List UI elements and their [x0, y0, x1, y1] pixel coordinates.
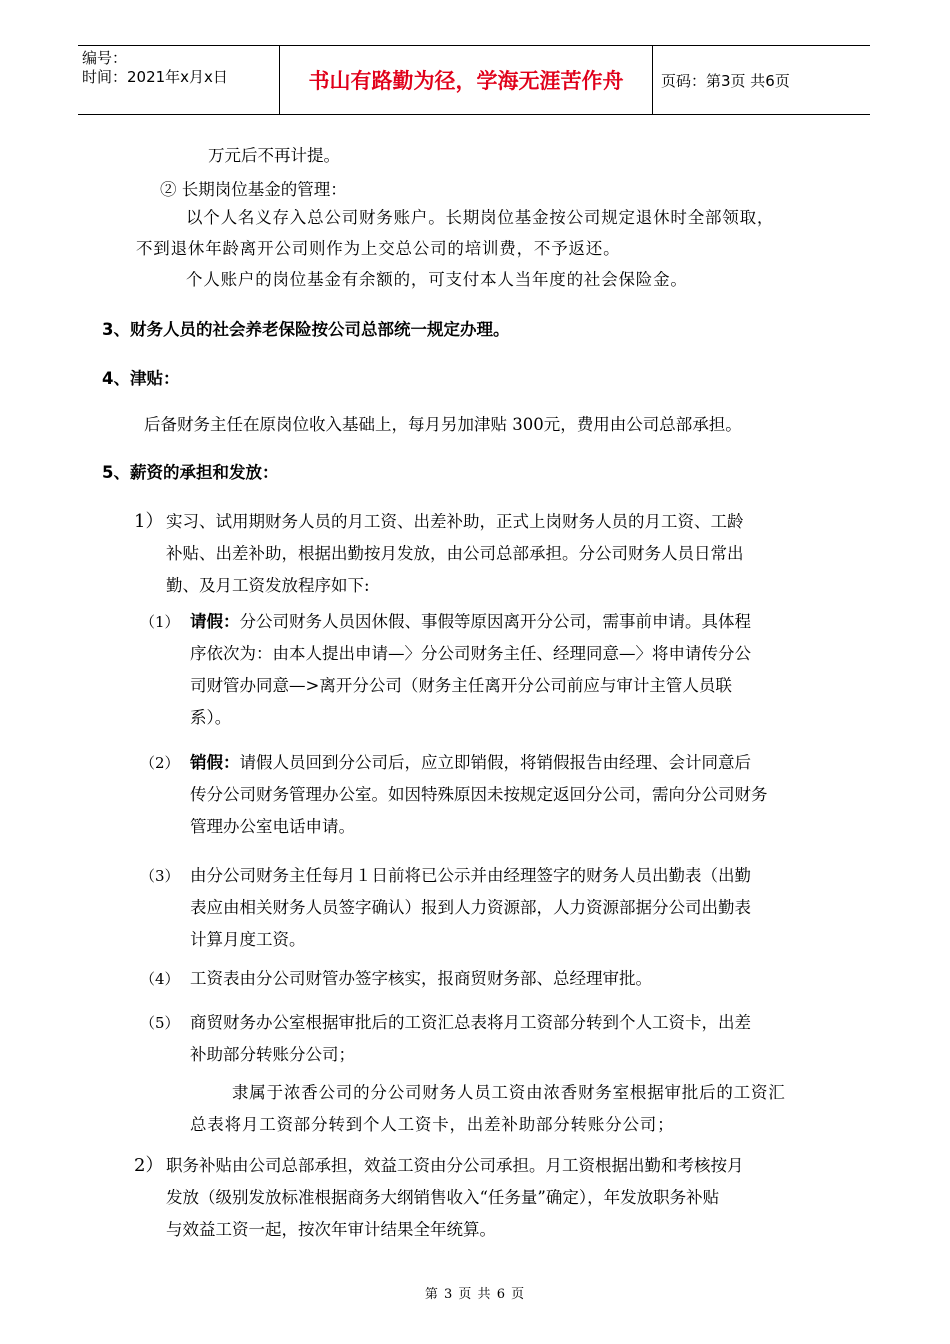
body-line: 总表将月工资部分转到个人工资卡，出差补助部分转账分公司； — [190, 1115, 675, 1134]
number-label: 编号： — [82, 49, 128, 67]
item-number: 1） — [134, 511, 164, 532]
item-number: （5） — [140, 1014, 180, 1032]
body-line: 万元后不再计提。 — [208, 146, 340, 165]
section-heading: 5、薪资的承担和发放： — [102, 463, 279, 482]
page-footer: 第 3 页 共 6 页 — [424, 1287, 526, 1302]
body-line: 与效益工资一起，按次年审计结果全年统算。 — [166, 1220, 496, 1239]
page-header — [78, 45, 870, 115]
body-line: 管理办公室电话申请。 — [190, 817, 355, 836]
list-item — [190, 753, 751, 773]
item-number: （1） — [140, 613, 180, 631]
body-line: 发放（级别发放标准根据商务大纲销售收入“任务量”确定），年发放职务补贴 — [166, 1188, 720, 1207]
section-heading: 3、财务人员的社会养老保险按公司总部统一规定办理。 — [102, 320, 510, 339]
body-line: 实习、试用期财务人员的月工资、出差补助，正式上岗财务人员的月工资、工龄 — [166, 512, 744, 531]
body-line: 计算月度工资。 — [190, 930, 306, 949]
body-line: 个人账户的岗位基金有余额的，可支付本人当年度的社会保险金。 — [186, 270, 688, 289]
item-number: 2） — [134, 1155, 164, 1176]
item-text: 分公司财务人员因休假、事假等原因离开分公司，需事前申请。具体程 — [239, 612, 751, 631]
header-meta — [78, 46, 280, 114]
body-line: 后备财务主任在原岗位收入基础上，每月另加津贴 300元，费用由公司总部承担。 — [144, 415, 742, 434]
body-line: 由分公司财务主任每月１日前将已公示并由经理签字的财务人员出勤表（出勤 — [190, 866, 751, 885]
list-item — [190, 612, 751, 632]
body-line: 商贸财务办公室根据审批后的工资汇总表将月工资部分转到个人工资卡，出差 — [190, 1013, 751, 1032]
section-heading: 4、津贴： — [102, 369, 180, 388]
body-line: 以个人名义存入总公司财务账户。长期岗位基金按公司规定退休时全部领取， — [186, 208, 775, 227]
body-line: 传分公司财务管理办公室。如因特殊原因未按规定返回分公司，需向分公司财务 — [190, 785, 768, 804]
body-line: 补助部分转账分公司； — [190, 1045, 355, 1064]
body-line: 职务补贴由公司总部承担，效益工资由分公司承担。月工资根据出勤和考核按月 — [166, 1156, 744, 1175]
body-line: 司财管办同意—>离开分公司（财务主任离开分公司前应与审计主管人员联 — [190, 676, 732, 695]
item-label: 销假： — [190, 753, 240, 772]
item-label: 请假： — [190, 612, 240, 631]
item-text: 请假人员回到分公司后，应立即销假，将销假报告由经理、会计同意后 — [239, 753, 751, 772]
header-page-label: 页码：第3页 共6页 — [661, 71, 790, 90]
body-line: 不到退休年龄离开公司则作为上交总公司的培训费，不予返还。 — [136, 239, 621, 258]
item-number: （3） — [140, 867, 180, 885]
header-motto: 书山有路勤为径，学海无涯苦作舟 — [280, 46, 653, 114]
body-line: 隶属于浓香公司的分公司财务人员工资由浓香财务室根据审批后的工资汇 — [232, 1083, 786, 1102]
body-line: 表应由相关财务人员签字确认）报到人力资源部，人力资源部据分公司出勤表 — [190, 898, 751, 917]
subsection-title: ② 长期岗位基金的管理： — [160, 180, 347, 199]
body-line: 补贴、出差补助，根据出勤按月发放，由公司总部承担。分公司财务人员日常出 — [166, 544, 744, 563]
body-line: 工资表由分公司财管办签字核实，报商贸财务部、总经理审批。 — [190, 969, 652, 988]
body-line: 系）。 — [190, 708, 232, 727]
item-number: （2） — [140, 754, 180, 772]
time-label: 时间：2021年x月x日 — [82, 68, 228, 86]
body-line: 序依次为：由本人提出申请—〉分公司财务主任、经理同意—〉将申请传分公 — [190, 644, 751, 663]
item-number: （4） — [140, 970, 180, 988]
body-line: 勤、及月工资发放程序如下: — [166, 576, 370, 595]
